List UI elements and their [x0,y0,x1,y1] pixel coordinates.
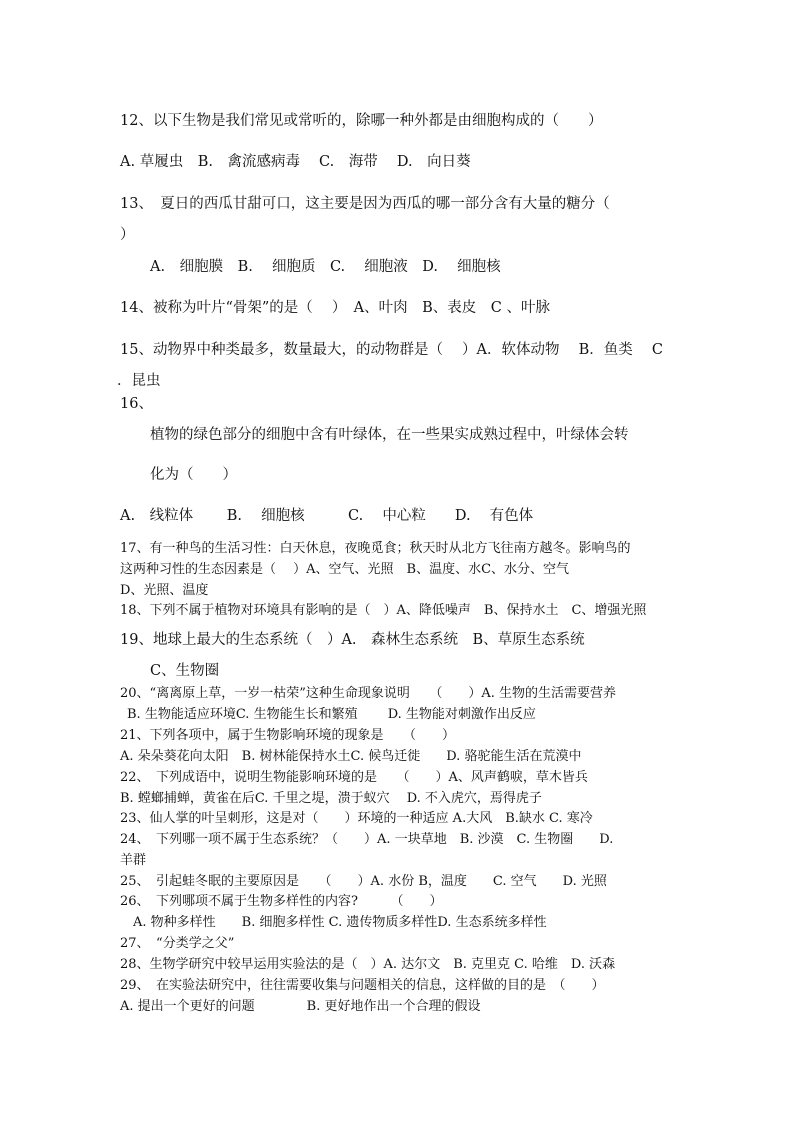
question-27: 27、 “分类学之父” [120,936,235,951]
question-13-cont: ） [120,227,135,243]
question-23: 23、仙人掌的叶呈刺形，这是对（ ）环境的一种适应 A.大风 B.缺水 C. 寒冷 [120,811,593,826]
question-22-options: B. 螳螂捕蝉，黄雀在后C. 千里之堤，溃于蚁穴 D. 不入虎穴，焉得虎子 [120,791,542,806]
question-18: 18、下列不属于植物对环境具有影响的是（ ）A、降低噪声 B、保持水土 C、增强光照 [120,603,647,618]
question-16-options: A. 线粒体 B. 细胞核 C. 中心粒 D. 有色体 [120,508,534,524]
question-17: 17、有一种鸟的生活习性：白天休息，夜晚觅食；秋天时从北方飞往南方越冬。影响鸟的 [120,541,631,556]
question-21: 21、下列各项中，属于生物影响环境的现象是 （ ） [120,728,456,743]
question-16-cont: 化为（ ） [150,467,237,483]
question-15: 15、动物界中种类最多，数量最大，的动物群是（ ）A．软体动物 B．鱼类 C [120,342,663,358]
question-25: 25、 引起蛙冬眠的主要原因是 （ ）A. 水份 B，温度 C. 空气 D. 光照 [120,874,607,889]
question-12: 12、以下生物是我们常见或常听的，除哪一种外都是由细胞构成的（ ） [120,113,603,129]
question-13: 13、 夏日的西瓜甘甜可口，这主要是因为西瓜的哪一部分含有大量的糖分（ [120,196,610,212]
question-24-cont: 羊群 [120,853,147,868]
question-13-options: A. 细胞膜 B. 细胞质 C. 细胞液 D. 细胞核 [150,259,501,275]
question-22: 22、 下列成语中，说明生物能影响环境的是 （ ）A、风声鹤唳，草木皆兵 [120,770,588,785]
question-26: 26、 下列哪项不属于生物多样性的内容? （ ） [120,894,443,909]
question-19: 19、地球上最大的生态系统（ ）A. 森林生态系统 B、草原生态系统 [120,632,585,648]
question-16: 植物的绿色部分的细胞中含有叶绿体，在一些果实成熟过程中，叶绿体会转 [150,427,629,443]
question-28: 28、生物学研究中较早运用实验法的是（ ）A. 达尔文 B. 克里克 C. 哈维 D. 沃森 [120,957,616,972]
question-21-options: A. 朵朵葵花向太阳 B. 树林能保持水土C. 候鸟迁徙 D. 骆驼能生活在荒漠中 [120,749,582,764]
question-17-cont: 这两种习性的生态因素是（ ）A、空气、光照 B、温度、水C、水分、空气 [120,562,570,577]
question-29-options: A. 提出一个更好的问题 B. 更好地作出一个合理的假设 [120,999,481,1014]
question-17-option-d: D、光照、温度 [120,583,209,598]
question-20-options: B. 生物能适应环境C. 生物能生长和繁殖 D. 生物能对刺激作出反应 [127,707,536,722]
question-14: 14、被称为叶片“骨架”的是（ ） A、叶肉 B、表皮 C 、叶脉 [120,300,550,316]
question-16-number: 16、 [120,396,153,412]
question-20: 20、“离离原上草，一岁一枯荣”这种生命现象说明 （ ）A. 生物的生活需要营养 [120,686,616,701]
question-15-cont: ．昆虫 [117,373,161,389]
question-19-cont: C、生物圈 [150,663,220,679]
question-29: 29、 在实验法研究中，往往需要收集与问题相关的信息，这样做的目的是 （ ） [120,978,605,993]
question-12-options: A. 草履虫 B. 禽流感病毒 C. 海带 D. 向日葵 [120,154,471,170]
question-26-options: A. 物种多样性 B. 细胞多样性 C. 遗传物质多样性D. 生态系统多样性 [133,915,547,930]
question-24: 24、 下列哪一项不属于生态系统？（ ）A. 一块草地 B. 沙漠 C. 生物圈 D. [120,832,614,847]
